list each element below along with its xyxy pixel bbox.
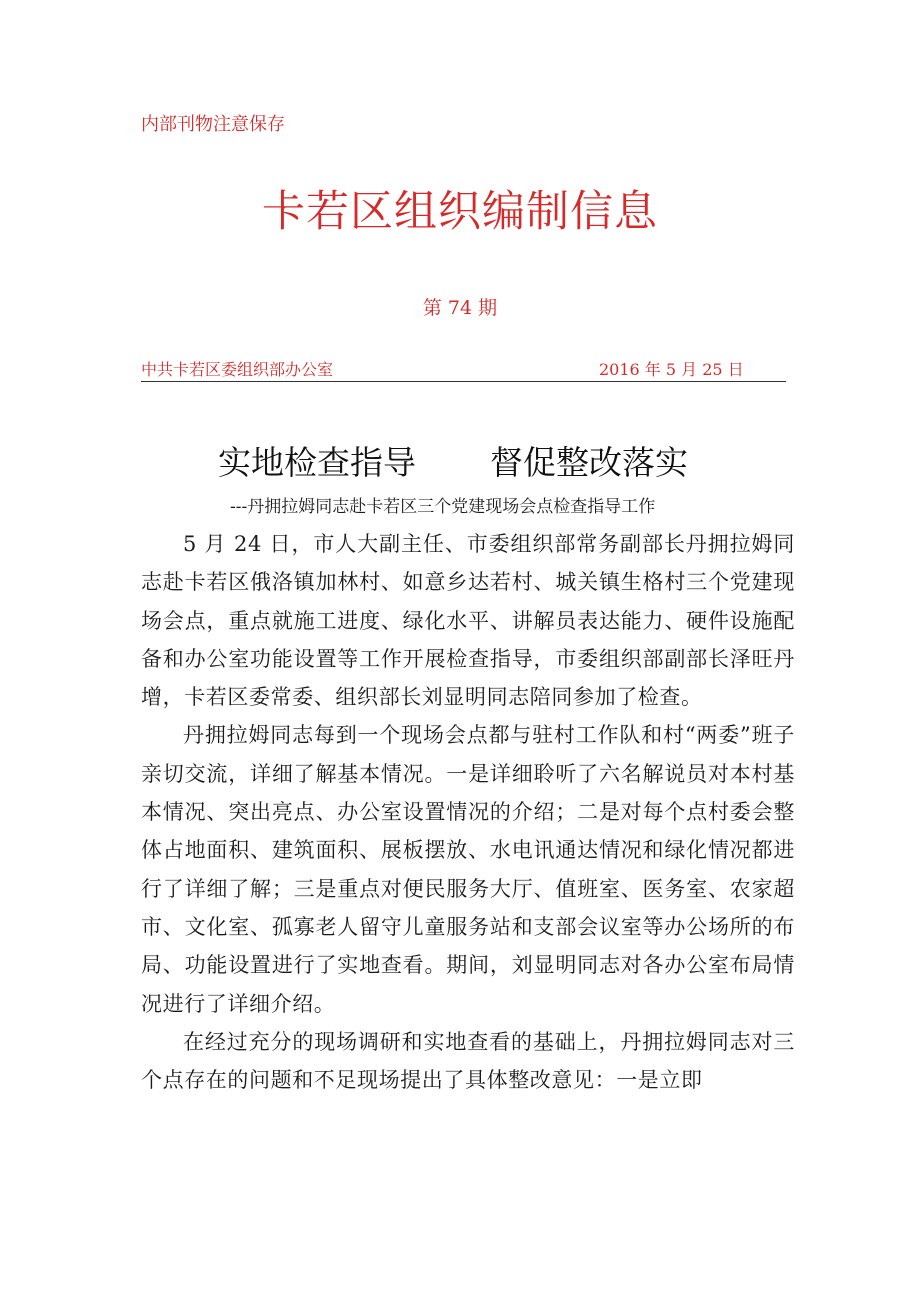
issuer: 中共卡若区委组织部办公室 [141, 360, 334, 379]
article-body [141, 525, 795, 1099]
article-title-part1: 实地检查指导 [218, 443, 416, 482]
issue-number: 第 74 期 [422, 297, 498, 319]
article-title [218, 437, 688, 484]
article-title-part2: 督促整改落实 [490, 443, 688, 482]
confidential-note: 内部刊物注意保存 [141, 114, 285, 135]
paragraph-3: 在经过充分的现场调研和实地查看的基础上，丹拥拉姆同志对三个点存在的问题和不足现场提出了具体整改意见：一是立即 [141, 1029, 795, 1093]
issue-date: 2016 年 5 月 25 日 [599, 360, 744, 379]
paragraph-1: 5 月 24 日，市人大副主任、市委组织部常务副部长丹拥拉姆同志赴卡若区俄洛镇加林村、如意乡达若村、城关镇生格村三个党建现场会点，重点就施工进度、绿化水平、讲解员表达能力、硬件设施配备和办公室功能设置等工作开展检查指导，市委组织部副部长泽旺丹增，卡若区委常委、组织部长刘显明同志陪同参加了检查。 [141, 532, 795, 710]
paragraph-2: 丹拥拉姆同志每到一个现场会点都与驻村工作队和村“两委”班子亲切交流，详细了解基本情况。一是详细聆听了六名解说员对本村基本情况、突出亮点、办公室设置情况的介绍；二是对每个点村委会整体占地面积、建筑面积、展板摆放、水电讯通达情况和绿化情况都进行了详细了解；三是重点对便民服务大厅、值班室、医务室、农家超市、文化室、孤寡老人留守儿童服务站和支部会议室等办公场所的布局、功能设置进行了实地查看。期间，刘显明同志对各办公室布局情况进行了详细介绍。 [141, 723, 795, 1016]
article-subtitle: ---丹拥拉姆同志赴卡若区三个党建现场会点检查指导工作 [230, 497, 656, 517]
issuer-line [141, 357, 786, 382]
publication-title: 卡若区组织编制信息 [262, 187, 658, 237]
